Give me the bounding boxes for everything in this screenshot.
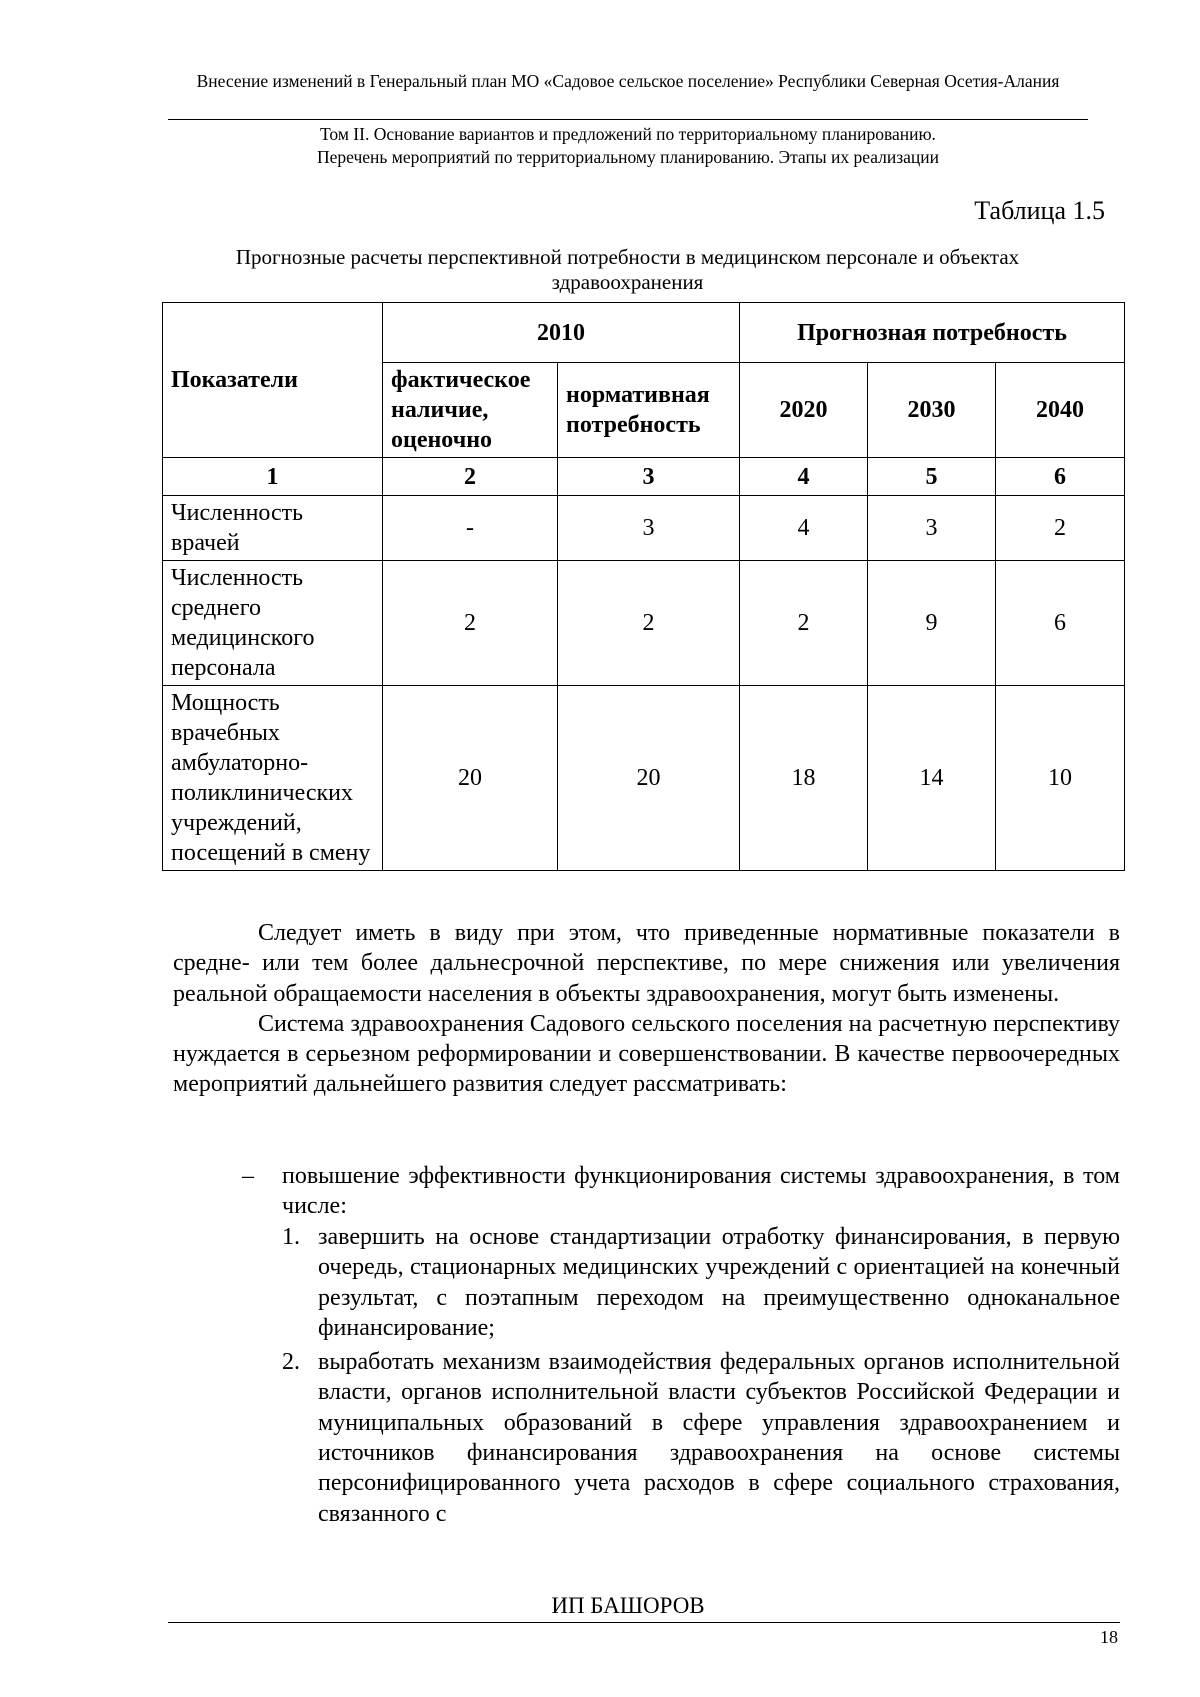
list-item (282, 1222, 1120, 1343)
data-table (162, 302, 1125, 871)
dash-bullet: – (242, 1163, 254, 1189)
header-forecast: Прогнозная потребность (740, 303, 1125, 363)
cell-2030: 14 (868, 686, 996, 871)
list-item-text: завершить на основе стандартизации отработку финансирования, в первую очередь, стационарных медицинских учреждений с ориентацией на конечный результат, с поэтапным переходом на преимущественно одноканальное финансирование; (318, 1224, 1120, 1341)
cell-actual: - (383, 496, 558, 561)
table-title: Прогнозные расчеты перспективной потребности в медицинском персонале и объектах здравоохранения (235, 245, 1020, 294)
table-row (163, 496, 1125, 561)
cell-2040: 10 (996, 686, 1125, 871)
cell-2020: 4 (740, 496, 868, 561)
list-item-text: выработать механизм взаимодействия федеральных органов исполнительной власти, органов исполнительной власти субъектов Российской Федерации и муниципальных образований в сфере управления здравоохранением и источников финансирования здравоохранения на основе системы персонифицированного учета расходов в сфере социального страхования, связанного с (318, 1349, 1120, 1527)
cell-actual: 20 (383, 686, 558, 871)
table-column-numbers-row (163, 458, 1125, 496)
header-divider (168, 119, 1088, 120)
column-number: 5 (868, 458, 996, 496)
cell-normative: 20 (558, 686, 740, 871)
list-item (282, 1347, 1120, 1529)
body-text (173, 918, 1120, 1100)
dash-list-item: повышение эффективности функционирования системы здравоохранения, в том числе: (282, 1163, 1120, 1220)
table-number: Таблица 1.5 (974, 196, 1105, 225)
header-indicators: Показатели (163, 303, 383, 458)
list-item-number: 2. (282, 1349, 300, 1376)
header-normative: нормативная потребность (558, 363, 740, 458)
header-2040: 2040 (996, 363, 1125, 458)
row-indicator: Численность врачей (163, 496, 383, 561)
column-number: 1 (163, 458, 383, 496)
column-number: 2 (383, 458, 558, 496)
cell-2040: 6 (996, 561, 1125, 686)
cell-2030: 3 (868, 496, 996, 561)
cell-2020: 2 (740, 561, 868, 686)
row-indicator: Мощность врачебных амбулаторно-поликлинических учреждений, посещений в смену (163, 686, 383, 871)
column-number: 4 (740, 458, 868, 496)
header-2020: 2020 (740, 363, 868, 458)
row-indicator: Численность среднего медицинского персонала (163, 561, 383, 686)
footer-divider (168, 1622, 1120, 1623)
footer-company: ИП БАШОРОВ (551, 1593, 705, 1618)
column-number: 6 (996, 458, 1125, 496)
page-number: 18 (1100, 1627, 1118, 1647)
cell-2020: 18 (740, 686, 868, 871)
header-actual: фактическое наличие, оценочно (383, 363, 558, 458)
header-2030: 2030 (868, 363, 996, 458)
header-title: Внесение изменений в Генеральный план МО «Садовое сельское поселение» Республики Северная Осетия-Алания (196, 71, 1060, 91)
cell-actual: 2 (383, 561, 558, 686)
cell-normative: 3 (558, 496, 740, 561)
numbered-list (282, 1222, 1120, 1529)
paragraph: Система здравоохранения Садового сельского поселения на расчетную перспективу нуждается в серьезном реформировании и совершенствовании. В качестве первоочередных мероприятий дальнейшего развития следует рассматривать: (173, 1010, 1120, 1098)
column-number: 3 (558, 458, 740, 496)
header-section-line: Перечень мероприятий по территориальному планированию. Этапы их реализации (317, 147, 939, 167)
cell-normative: 2 (558, 561, 740, 686)
table-row (163, 561, 1125, 686)
cell-2040: 2 (996, 496, 1125, 561)
header-2010: 2010 (383, 303, 740, 363)
paragraph: Следует иметь в виду при этом, что приведенные нормативные показатели в средне- или тем более дальнесрочной перспективе, по мере снижения или увеличения реальной обращаемости населения в объекты здравоохранения, могут быть изменены. (173, 920, 1120, 1007)
cell-2030: 9 (868, 561, 996, 686)
table-header-row (163, 303, 1125, 363)
header-subtitle (168, 123, 1088, 169)
table-row (163, 686, 1125, 871)
header-volume-line: Том II. Основание вариантов и предложений по территориальному планированию. (320, 124, 936, 144)
list-item-number: 1. (282, 1224, 300, 1250)
